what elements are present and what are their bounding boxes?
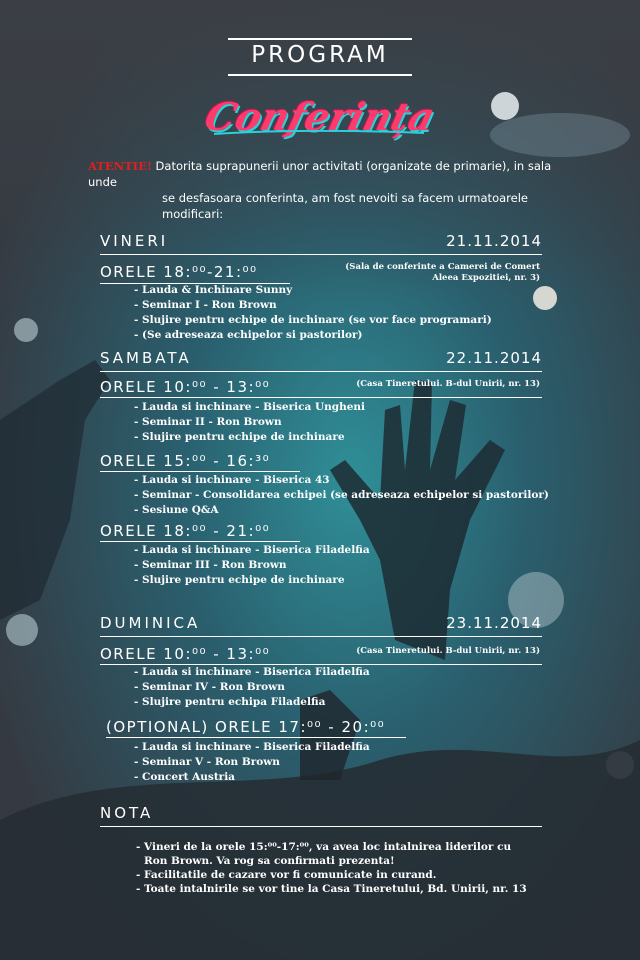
section-rule (100, 826, 542, 827)
conferinta-logo-text: Conferința (200, 94, 440, 139)
list-item: - Seminar V - Ron Brown (134, 755, 370, 770)
list-item: - Vineri de la orele 15:⁰⁰-17:⁰⁰, va avea loc intalnirea liderilor cu (136, 840, 556, 854)
list-item: - Seminar III - Ron Brown (134, 558, 370, 573)
venue-line-2: Aleea Expozitiei, nr. 3) (432, 273, 540, 283)
list-item: - Lauda si inchinare - Biserica Filadelfia (134, 543, 370, 558)
time-slot-rule (100, 471, 300, 472)
day-name: VINERI (100, 232, 169, 250)
list-item: - Lauda si inchinare - Biserica Filadelfia (134, 665, 370, 680)
notice-line-1: Datorita suprapunerii unor activitati (organizate de primarie), in sala unde (88, 159, 552, 189)
list-item: - Concert Austria (134, 770, 370, 785)
list-item: - Slujire pentru echipe de inchinare (134, 573, 370, 588)
time-slot-heading: ORELE 15:⁰⁰ - 16:³⁰ (100, 452, 271, 470)
list-item: - Toate intalnirile se vor tine la Casa Tineretului, Bd. Unirii, nr. 13 (136, 882, 556, 896)
activity-list (134, 283, 492, 343)
venue-note: (Casa Tineretului. B-dul Unirii, nr. 13) (356, 646, 540, 656)
time-slot-heading: (OPTIONAL) ORELE 17:⁰⁰ - 20:⁰⁰ (106, 718, 386, 736)
attention-label: ATENTIE! (88, 159, 152, 173)
list-item: - Slujire pentru echipe de inchinare (se vor face programari) (134, 313, 492, 328)
activity-list (134, 543, 370, 588)
venue-line-1: (Sala de conferinte a Camerei de Comert (345, 262, 540, 272)
section-nota (100, 804, 542, 827)
time-slot-rule (100, 541, 300, 542)
section-name: NOTA (100, 804, 154, 822)
list-item (136, 854, 556, 868)
time-slot-heading: ORELE 18:⁰⁰ - 21:⁰⁰ (100, 522, 271, 540)
day-date: 21.11.2014 (446, 232, 542, 250)
list-item: - Lauda si inchinare - Biserica Ungheni (134, 400, 365, 415)
day-date: 23.11.2014 (446, 614, 542, 632)
list-item: - Sesiune Q&A (134, 503, 549, 518)
section-vineri (100, 232, 542, 255)
time-slot-heading: ORELE 10:⁰⁰ - 13:⁰⁰ (100, 378, 271, 396)
activity-list (134, 473, 549, 518)
time-slot-heading: ORELE 18:⁰⁰-21:⁰⁰ (100, 263, 258, 281)
section-duminica (100, 614, 542, 637)
list-item: - Seminar - Consolidarea echipei (se adreseaza echipelor si pastorilor) (134, 488, 549, 503)
time-slot-rule (100, 397, 542, 398)
notice-line-2: se desfasoara conferinta, am fost nevoiti sa facem urmatoarele modificari: (162, 191, 528, 221)
activity-list (134, 665, 370, 710)
day-name: SAMBATA (100, 349, 192, 367)
title-bottom-rule (228, 74, 412, 76)
title-top-rule (228, 38, 412, 40)
venue-note (300, 262, 540, 284)
title-swoosh (214, 130, 424, 136)
title-block (200, 38, 440, 139)
activity-list (134, 740, 370, 785)
time-slot-rule (106, 737, 406, 738)
venue-note: (Casa Tineretului. B-dul Unirii, nr. 13) (356, 379, 540, 389)
note-list (136, 840, 556, 896)
list-item: - Slujire pentru echipe de inchinare (134, 430, 365, 445)
section-sambata (100, 349, 542, 372)
list-item: - Seminar IV - Ron Brown (134, 680, 370, 695)
day-date: 22.11.2014 (446, 349, 542, 367)
list-item: - Facilitatile de cazare vor fi comunicate in curand. (136, 868, 556, 882)
list-item: - Lauda si inchinare - Biserica 43 (134, 473, 549, 488)
section-rule (100, 636, 542, 637)
list-item: - Seminar I - Ron Brown (134, 298, 492, 313)
list-item: - Lauda & Inchinare Sunny (134, 283, 492, 298)
section-rule (100, 254, 542, 255)
section-rule (100, 371, 542, 372)
activity-list (134, 400, 365, 445)
attention-notice (88, 158, 558, 222)
list-item: - Slujire pentru echipa Filadelfia (134, 695, 370, 710)
program-title: PROGRAM (251, 42, 389, 68)
time-slot-heading: ORELE 10:⁰⁰ - 13:⁰⁰ (100, 645, 271, 663)
day-name: DUMINICA (100, 614, 201, 632)
list-item: - (Se adreseaza echipelor si pastorilor) (134, 328, 492, 343)
list-item-continuation: Ron Brown. Va rog sa confirmati prezenta! (144, 855, 395, 867)
list-item: - Lauda si inchinare - Biserica Filadelfia (134, 740, 370, 755)
list-item: - Seminar II - Ron Brown (134, 415, 365, 430)
